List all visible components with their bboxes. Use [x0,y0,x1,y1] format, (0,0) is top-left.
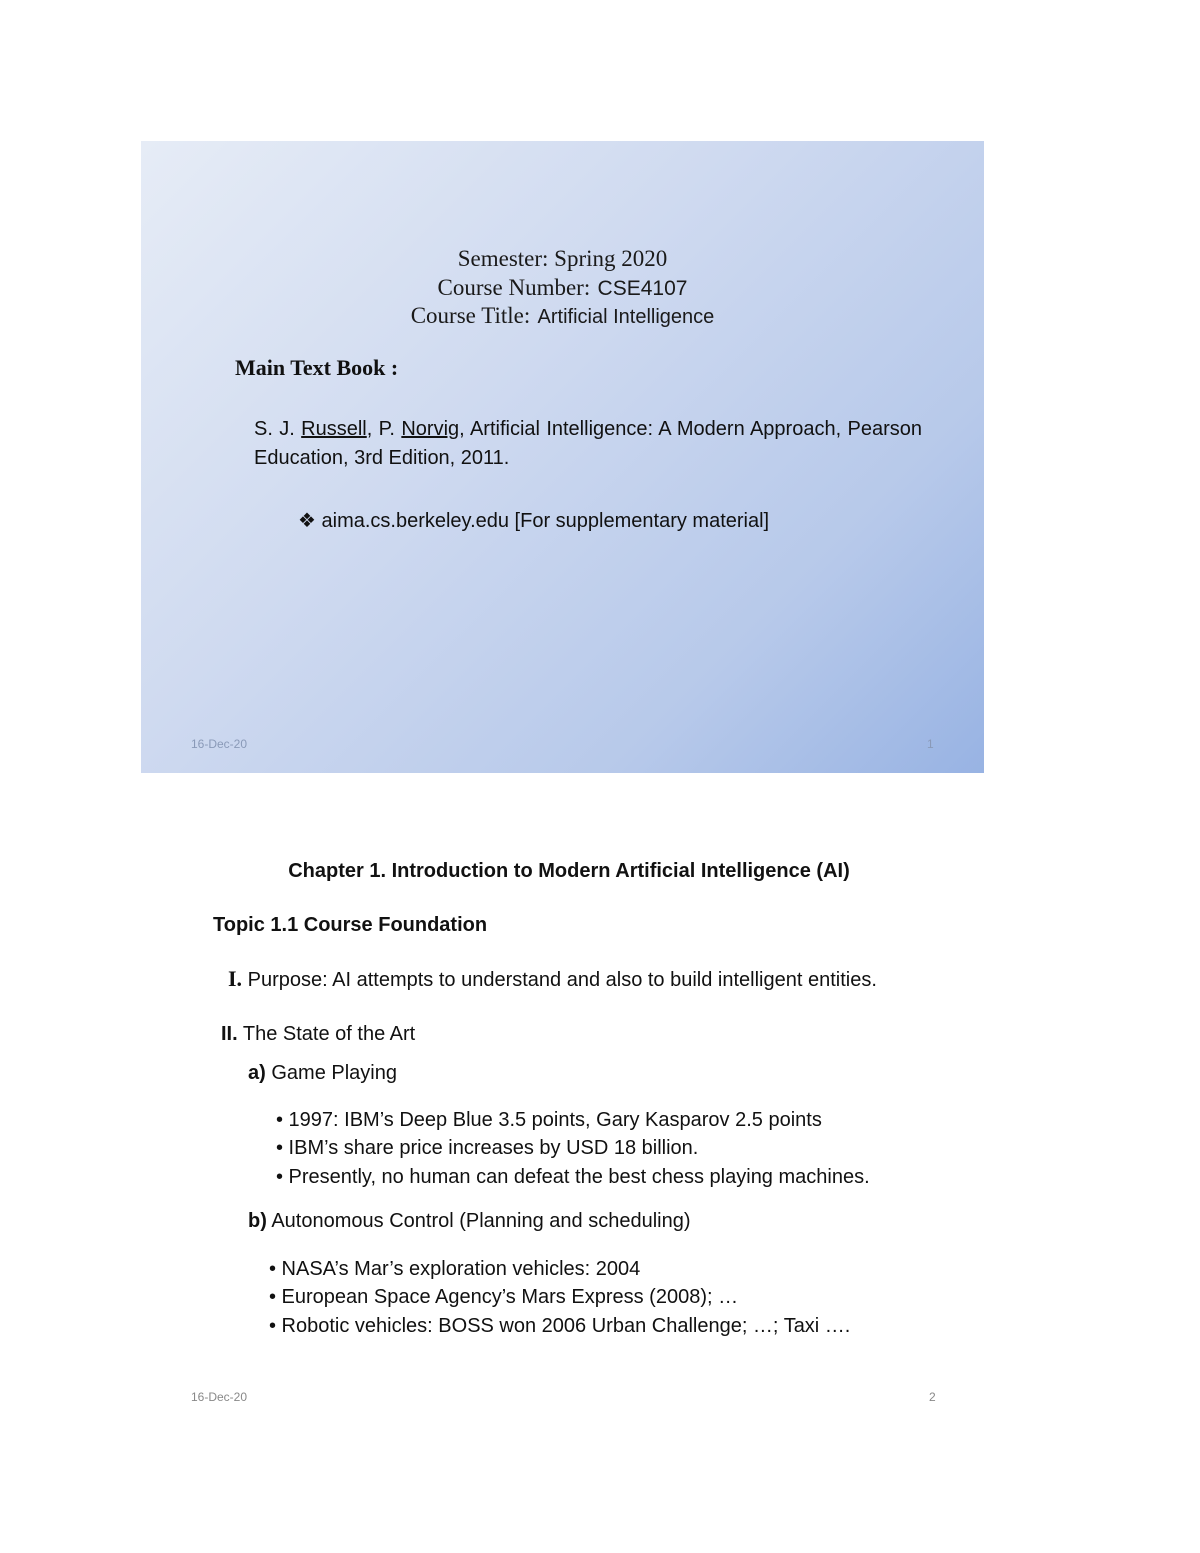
supplementary-text: aima.cs.berkeley.edu [For supplementary material] [321,510,770,532]
topic-title: Topic 1.1 Course Foundation [213,914,488,936]
list-item: • European Space Agency’s Mars Express (2008); … [269,1286,739,1308]
game-playing-heading [248,1062,397,1085]
slide-2-footer-date: 16-Dec-20 [191,1390,248,1404]
purpose-line [228,966,877,992]
state-of-art-line [221,1023,415,1046]
state-text: The State of the Art [242,1023,416,1045]
list-item: • Robotic vehicles: BOSS won 2006 Urban Challenge; …; Taxi …. [269,1315,851,1337]
semester-line [141,246,984,272]
slide-1-footer-date: 16-Dec-20 [191,737,248,751]
course-number-label: Course Number: [437,275,591,300]
game-letter: a) [248,1062,266,1084]
supplementary-line [298,508,769,533]
course-title-label: Course Title: [410,303,531,328]
textbook-reference [254,415,922,473]
main-text-book-heading: Main Text Book : [235,355,399,380]
ref-title-publisher: , Artificial Intelligence: A Modern Approach, Pearson Education, 3rd Edition, 2011. [254,418,922,469]
diamond-bullet-icon: ❖ [298,510,316,532]
autonomous-control-heading [248,1210,691,1233]
slide-1 [141,141,984,773]
list-item: • IBM’s share price increases by USD 18 billion. [276,1137,699,1159]
course-number-line [141,275,984,301]
ref-initials: S. J. [254,418,302,440]
ref-author-russell: Russell [301,418,367,440]
semester-text: Semester: Spring 2020 [457,246,668,271]
slide-2-page-number: 2 [929,1390,936,1404]
purpose-numeral: I. [228,966,243,991]
ref-separator: , P. [366,418,402,440]
list-item: • NASA’s Mar’s exploration vehicles: 2004 [269,1258,641,1280]
purpose-text: Purpose: AI attempts to understand and also to build intelligent entities. [247,969,877,991]
game-title: Game Playing [271,1062,397,1084]
list-item: • 1997: IBM’s Deep Blue 3.5 points, Gary Kasparov 2.5 points [276,1109,822,1131]
state-numeral: II. [221,1023,238,1045]
list-item: • Presently, no human can defeat the best chess playing machines. [276,1166,870,1188]
autonomous-letter: b) [248,1210,267,1232]
course-title-line [141,303,984,329]
course-number-value: CSE4107 [597,277,688,300]
chapter-title: Chapter 1. Introduction to Modern Artificial Intelligence (AI) [288,860,850,882]
autonomous-title: Autonomous Control (Planning and scheduling) [271,1210,691,1232]
ref-author-norvig: Norvig [401,418,460,440]
slide-1-page-number: 1 [927,737,934,751]
course-title-value: Artificial Intelligence [537,306,715,328]
